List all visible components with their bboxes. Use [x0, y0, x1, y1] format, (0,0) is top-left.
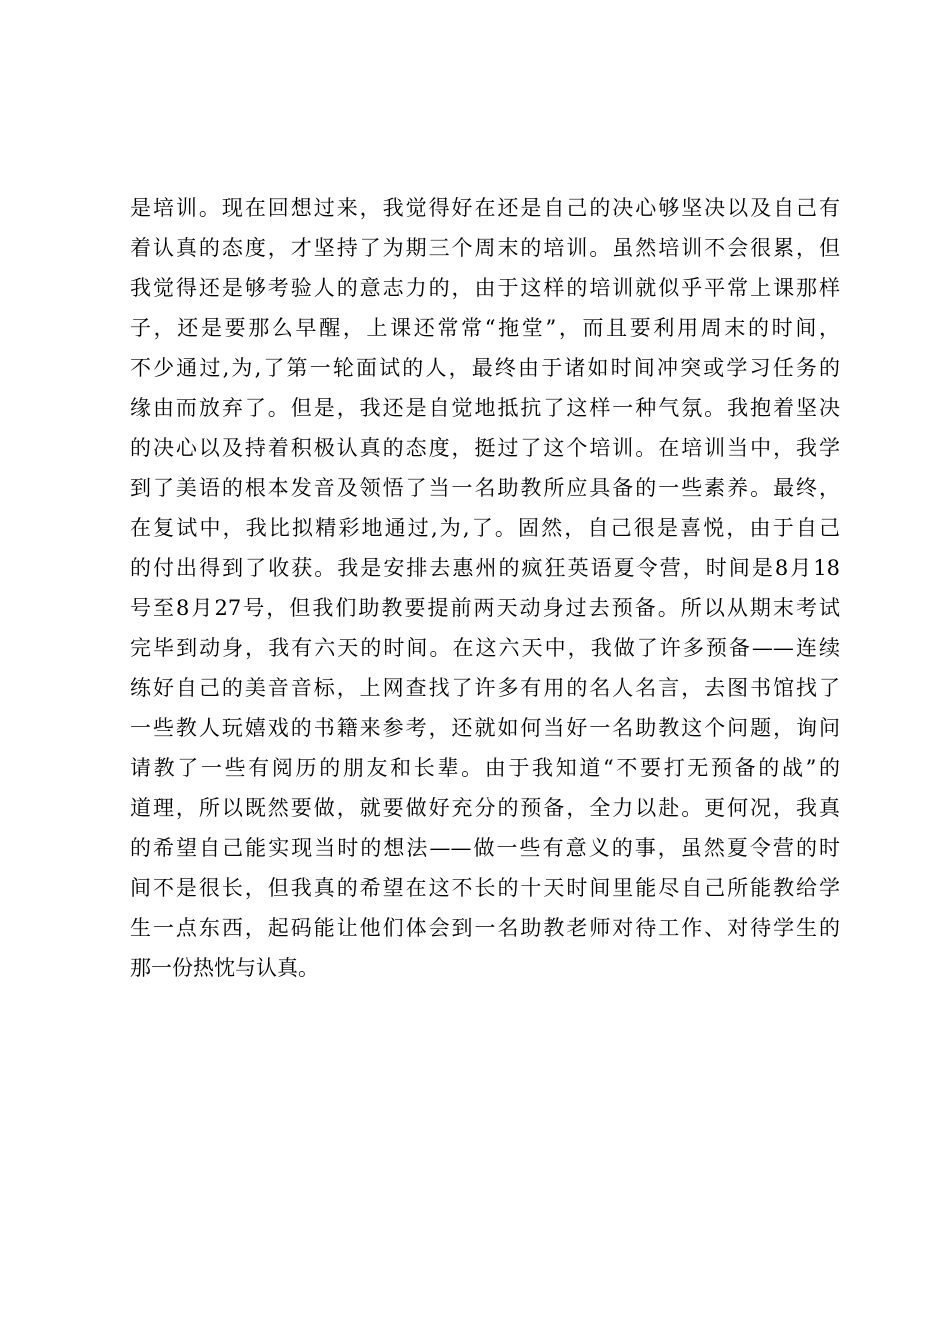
paragraph-line: 缘由而放弃了。但是，我还是自觉地抵抗了这样一种气氛。我抱着坚决	[130, 396, 840, 420]
paragraph-line: 的决心以及持着积极认真的态度，挺过了这个培训。在培训当中，我学	[130, 436, 840, 460]
paragraph-line: 一些教人玩嬉戏的书籍来参考，还就如何当好一名助教这个问题，询问	[130, 716, 840, 740]
paragraph-line: 间不是很长，但我真的希望在这不长的十天时间里能尽自己所能教给学	[130, 876, 840, 900]
paragraph-line: 道理，所以既然要做，就要做好充分的预备，全力以赴。更何况，我真	[130, 796, 840, 820]
paragraph-line: 号至8月27号，但我们助教要提前两天动身过去预备。所以从期末考试	[130, 596, 840, 620]
paragraph-line: 着认真的态度，才坚持了为期三个周末的培训。虽然培训不会很累，但	[130, 236, 840, 260]
paragraph-line-last: 那一份热忱与认真。	[130, 956, 319, 980]
paragraph-line: 请教了一些有阅历的朋友和长辈。由于我知道“不要打无预备的战”的	[130, 756, 840, 780]
paragraph-line: 生一点东西，起码能让他们体会到一名助教老师对待工作、对待学生的	[130, 916, 840, 940]
paragraph-line: 在复试中，我比拟精彩地通过,为,了。固然，自己很是喜悦，由于自己	[130, 516, 840, 540]
paragraph-line: 子，还是要那么早醒，上课还常常“拖堂”，而且要利用周末的时间，	[130, 316, 840, 340]
paragraph-line: 到了美语的根本发音及领悟了当一名助教所应具备的一些素养。最终，	[130, 476, 840, 500]
paragraph-line: 完毕到动身，我有六天的时间。在这六天中，我做了许多预备——连续	[130, 636, 840, 660]
body-paragraph	[130, 188, 840, 988]
paragraph-line: 的付出得到了收获。我是安排去惠州的疯狂英语夏令营，时间是8月18	[130, 556, 840, 580]
paragraph-line: 不少通过,为,了第一轮面试的人，最终由于诸如时间冲突或学习任务的	[130, 356, 840, 380]
paragraph-line: 我觉得还是够考验人的意志力的，由于这样的培训就似乎平常上课那样	[130, 276, 840, 300]
paragraph-line: 的希望自己能实现当时的想法——做一些有意义的事，虽然夏令营的时	[130, 836, 840, 860]
paragraph-line: 练好自己的美音音标，上网查找了许多有用的名人名言，去图书馆找了	[130, 676, 840, 700]
paragraph-line: 是培训。现在回想过来，我觉得好在还是自己的决心够坚决以及自己有	[130, 196, 840, 220]
